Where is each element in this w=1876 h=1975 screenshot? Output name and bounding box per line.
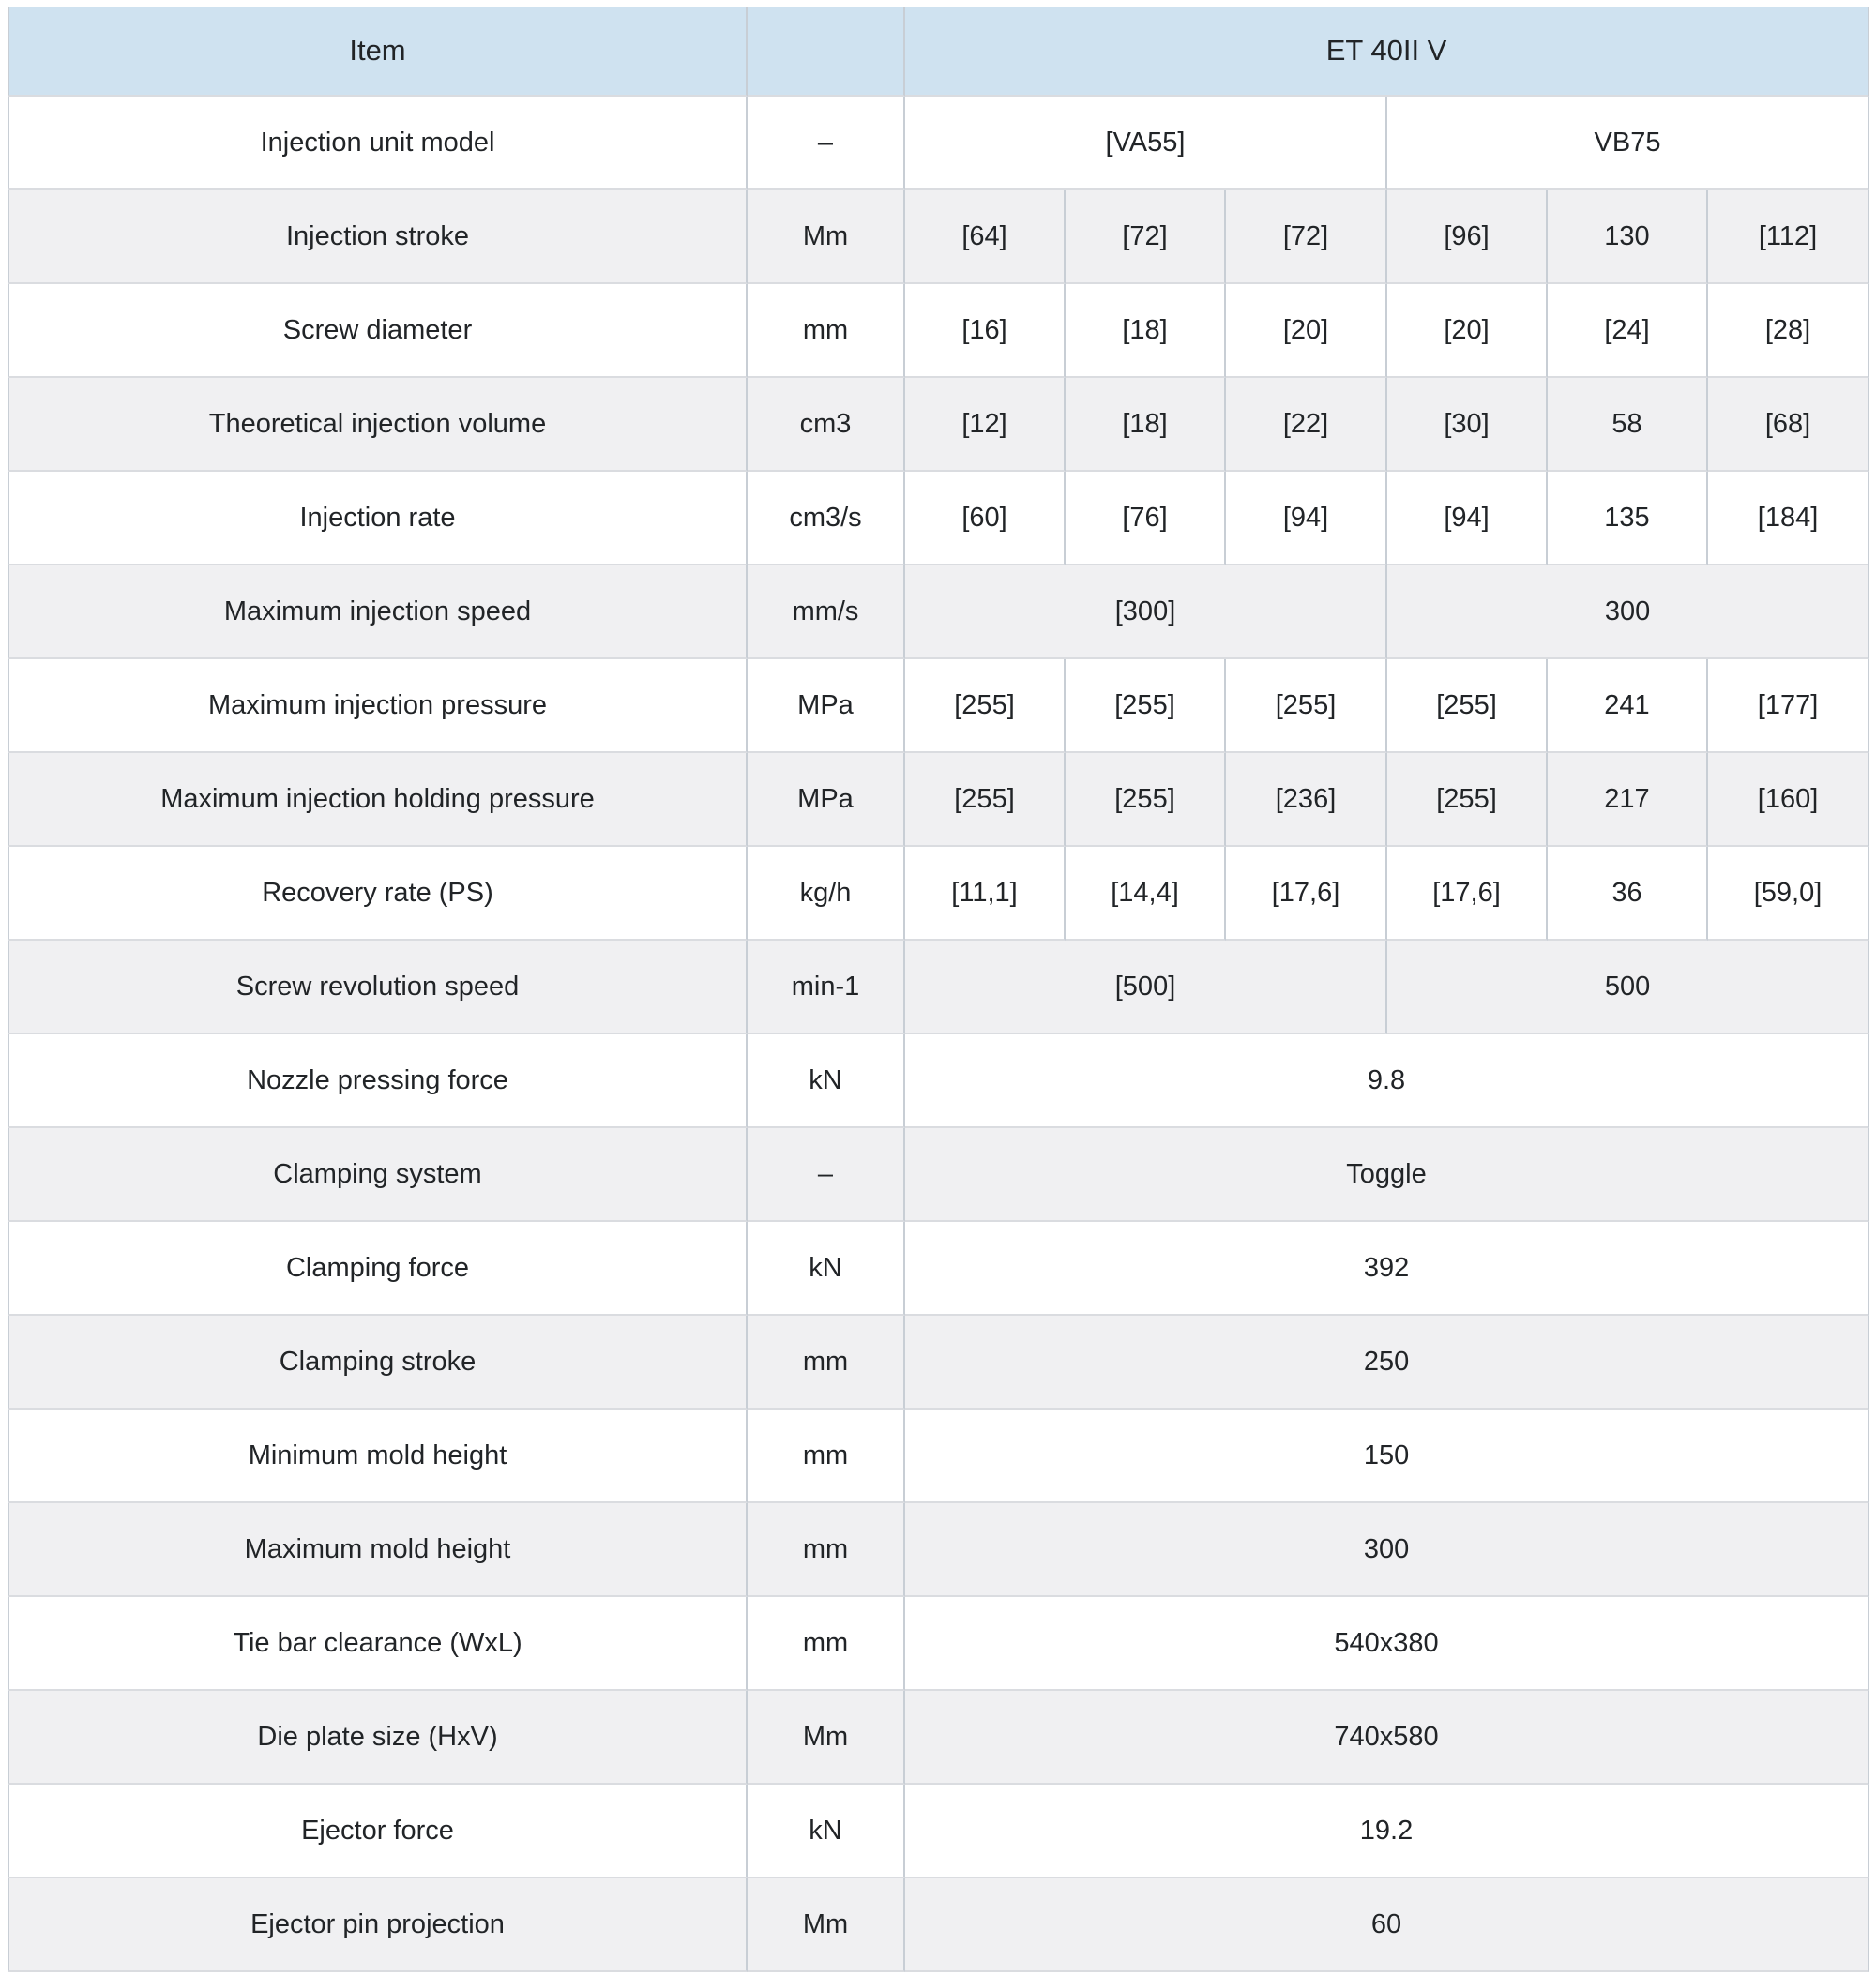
- value-cell: [184]: [1708, 472, 1869, 565]
- item-cell: Tie bar clearance (WxL): [8, 1597, 748, 1691]
- machine-spec-table: [8, 7, 1869, 1972]
- value-cell: 19.2: [905, 1785, 1869, 1878]
- header-item-cell: Item: [8, 7, 748, 97]
- value-cell: [64]: [905, 190, 1066, 284]
- value-cell: 241: [1548, 659, 1708, 753]
- value-cell: [59,0]: [1708, 847, 1869, 941]
- item-cell: Screw revolution speed: [8, 941, 748, 1034]
- value-cell: [11,1]: [905, 847, 1066, 941]
- unit-cell: min-1: [748, 941, 905, 1034]
- value-cell: [72]: [1226, 190, 1387, 284]
- table-row: [8, 1503, 1869, 1597]
- item-cell: Maximum injection speed: [8, 565, 748, 659]
- unit-cell: kg/h: [748, 847, 905, 941]
- value-cell: [177]: [1708, 659, 1869, 753]
- item-cell: Screw diameter: [8, 284, 748, 378]
- item-cell: Ejector force: [8, 1785, 748, 1878]
- value-cell: [18]: [1066, 284, 1226, 378]
- unit-cell: mm: [748, 1316, 905, 1410]
- value-cell: [16]: [905, 284, 1066, 378]
- unit-cell: cm3/s: [748, 472, 905, 565]
- table-row: [8, 1316, 1869, 1410]
- item-cell: Clamping system: [8, 1128, 748, 1222]
- value-cell: [72]: [1066, 190, 1226, 284]
- table-row: [8, 659, 1869, 753]
- table-row: [8, 1128, 1869, 1222]
- item-cell: Clamping force: [8, 1222, 748, 1316]
- table-row: [8, 753, 1869, 847]
- value-cell: 740x580: [905, 1691, 1869, 1785]
- unit-cell: mm: [748, 1597, 905, 1691]
- table-row: [8, 284, 1869, 378]
- unit-cell: Mm: [748, 1878, 905, 1972]
- table-row: [8, 97, 1869, 190]
- value-cell: [12]: [905, 378, 1066, 472]
- value-cell: [300]: [905, 565, 1387, 659]
- value-cell: 392: [905, 1222, 1869, 1316]
- value-cell: [255]: [1226, 659, 1387, 753]
- item-cell: Theoretical injection volume: [8, 378, 748, 472]
- table-row: [8, 1222, 1869, 1316]
- unit-cell: kN: [748, 1785, 905, 1878]
- table-row: [8, 847, 1869, 941]
- value-cell: [60]: [905, 472, 1066, 565]
- value-cell: [255]: [905, 659, 1066, 753]
- value-cell: [94]: [1387, 472, 1548, 565]
- value-cell: [20]: [1387, 284, 1548, 378]
- value-cell: [18]: [1066, 378, 1226, 472]
- unit-cell: kN: [748, 1034, 905, 1128]
- value-cell: 150: [905, 1410, 1869, 1503]
- table-row: [8, 1785, 1869, 1878]
- item-cell: Injection rate: [8, 472, 748, 565]
- value-cell: [255]: [905, 753, 1066, 847]
- table-row: [8, 190, 1869, 284]
- table-row: [8, 472, 1869, 565]
- value-cell: 500: [1387, 941, 1869, 1034]
- header-model-cell: ET 40II V: [905, 7, 1869, 97]
- table-row: [8, 1410, 1869, 1503]
- unit-cell: –: [748, 1128, 905, 1222]
- unit-cell: mm: [748, 284, 905, 378]
- unit-cell: mm: [748, 1410, 905, 1503]
- value-cell: [112]: [1708, 190, 1869, 284]
- value-cell: [24]: [1548, 284, 1708, 378]
- item-cell: Recovery rate (PS): [8, 847, 748, 941]
- unit-cell: Mm: [748, 190, 905, 284]
- value-cell: [22]: [1226, 378, 1387, 472]
- value-cell: [30]: [1387, 378, 1548, 472]
- table-row: [8, 378, 1869, 472]
- value-cell: [255]: [1066, 753, 1226, 847]
- item-cell: Die plate size (HxV): [8, 1691, 748, 1785]
- table-row: [8, 1878, 1869, 1972]
- item-cell: Minimum mold height: [8, 1410, 748, 1503]
- value-cell: [500]: [905, 941, 1387, 1034]
- value-cell: [76]: [1066, 472, 1226, 565]
- value-cell: [14,4]: [1066, 847, 1226, 941]
- unit-cell: –: [748, 97, 905, 190]
- value-cell: Toggle: [905, 1128, 1869, 1222]
- value-cell: [236]: [1226, 753, 1387, 847]
- item-cell: Maximum injection pressure: [8, 659, 748, 753]
- item-cell: Clamping stroke: [8, 1316, 748, 1410]
- item-cell: Ejector pin projection: [8, 1878, 748, 1972]
- value-cell: [255]: [1066, 659, 1226, 753]
- value-cell: 58: [1548, 378, 1708, 472]
- value-cell: [17,6]: [1387, 847, 1548, 941]
- unit-cell: cm3: [748, 378, 905, 472]
- unit-cell: Mm: [748, 1691, 905, 1785]
- unit-cell: mm/s: [748, 565, 905, 659]
- unit-cell: mm: [748, 1503, 905, 1597]
- value-cell: 9.8: [905, 1034, 1869, 1128]
- value-cell: [68]: [1708, 378, 1869, 472]
- value-cell: 135: [1548, 472, 1708, 565]
- value-cell: [28]: [1708, 284, 1869, 378]
- item-cell: Maximum injection holding pressure: [8, 753, 748, 847]
- value-cell: 217: [1548, 753, 1708, 847]
- value-cell: 60: [905, 1878, 1869, 1972]
- unit-cell: kN: [748, 1222, 905, 1316]
- value-cell: 300: [1387, 565, 1869, 659]
- value-cell: 250: [905, 1316, 1869, 1410]
- value-cell: 540x380: [905, 1597, 1869, 1691]
- value-cell: 36: [1548, 847, 1708, 941]
- table-row: [8, 1597, 1869, 1691]
- item-cell: Injection stroke: [8, 190, 748, 284]
- header-unit-cell: [748, 7, 905, 97]
- value-cell: [VA55]: [905, 97, 1387, 190]
- value-cell: [255]: [1387, 753, 1548, 847]
- item-cell: Maximum mold height: [8, 1503, 748, 1597]
- value-cell: [20]: [1226, 284, 1387, 378]
- table-row: [8, 1691, 1869, 1785]
- value-cell: [94]: [1226, 472, 1387, 565]
- value-cell: [96]: [1387, 190, 1548, 284]
- item-cell: Nozzle pressing force: [8, 1034, 748, 1128]
- value-cell: [255]: [1387, 659, 1548, 753]
- value-cell: 300: [905, 1503, 1869, 1597]
- table-row: [8, 1034, 1869, 1128]
- value-cell: 130: [1548, 190, 1708, 284]
- value-cell: [160]: [1708, 753, 1869, 847]
- unit-cell: MPa: [748, 753, 905, 847]
- table-row: [8, 941, 1869, 1034]
- table-header-row: [8, 7, 1869, 97]
- item-cell: Injection unit model: [8, 97, 748, 190]
- value-cell: VB75: [1387, 97, 1869, 190]
- table-row: [8, 565, 1869, 659]
- spec-table-body: [8, 97, 1869, 1972]
- unit-cell: MPa: [748, 659, 905, 753]
- value-cell: [17,6]: [1226, 847, 1387, 941]
